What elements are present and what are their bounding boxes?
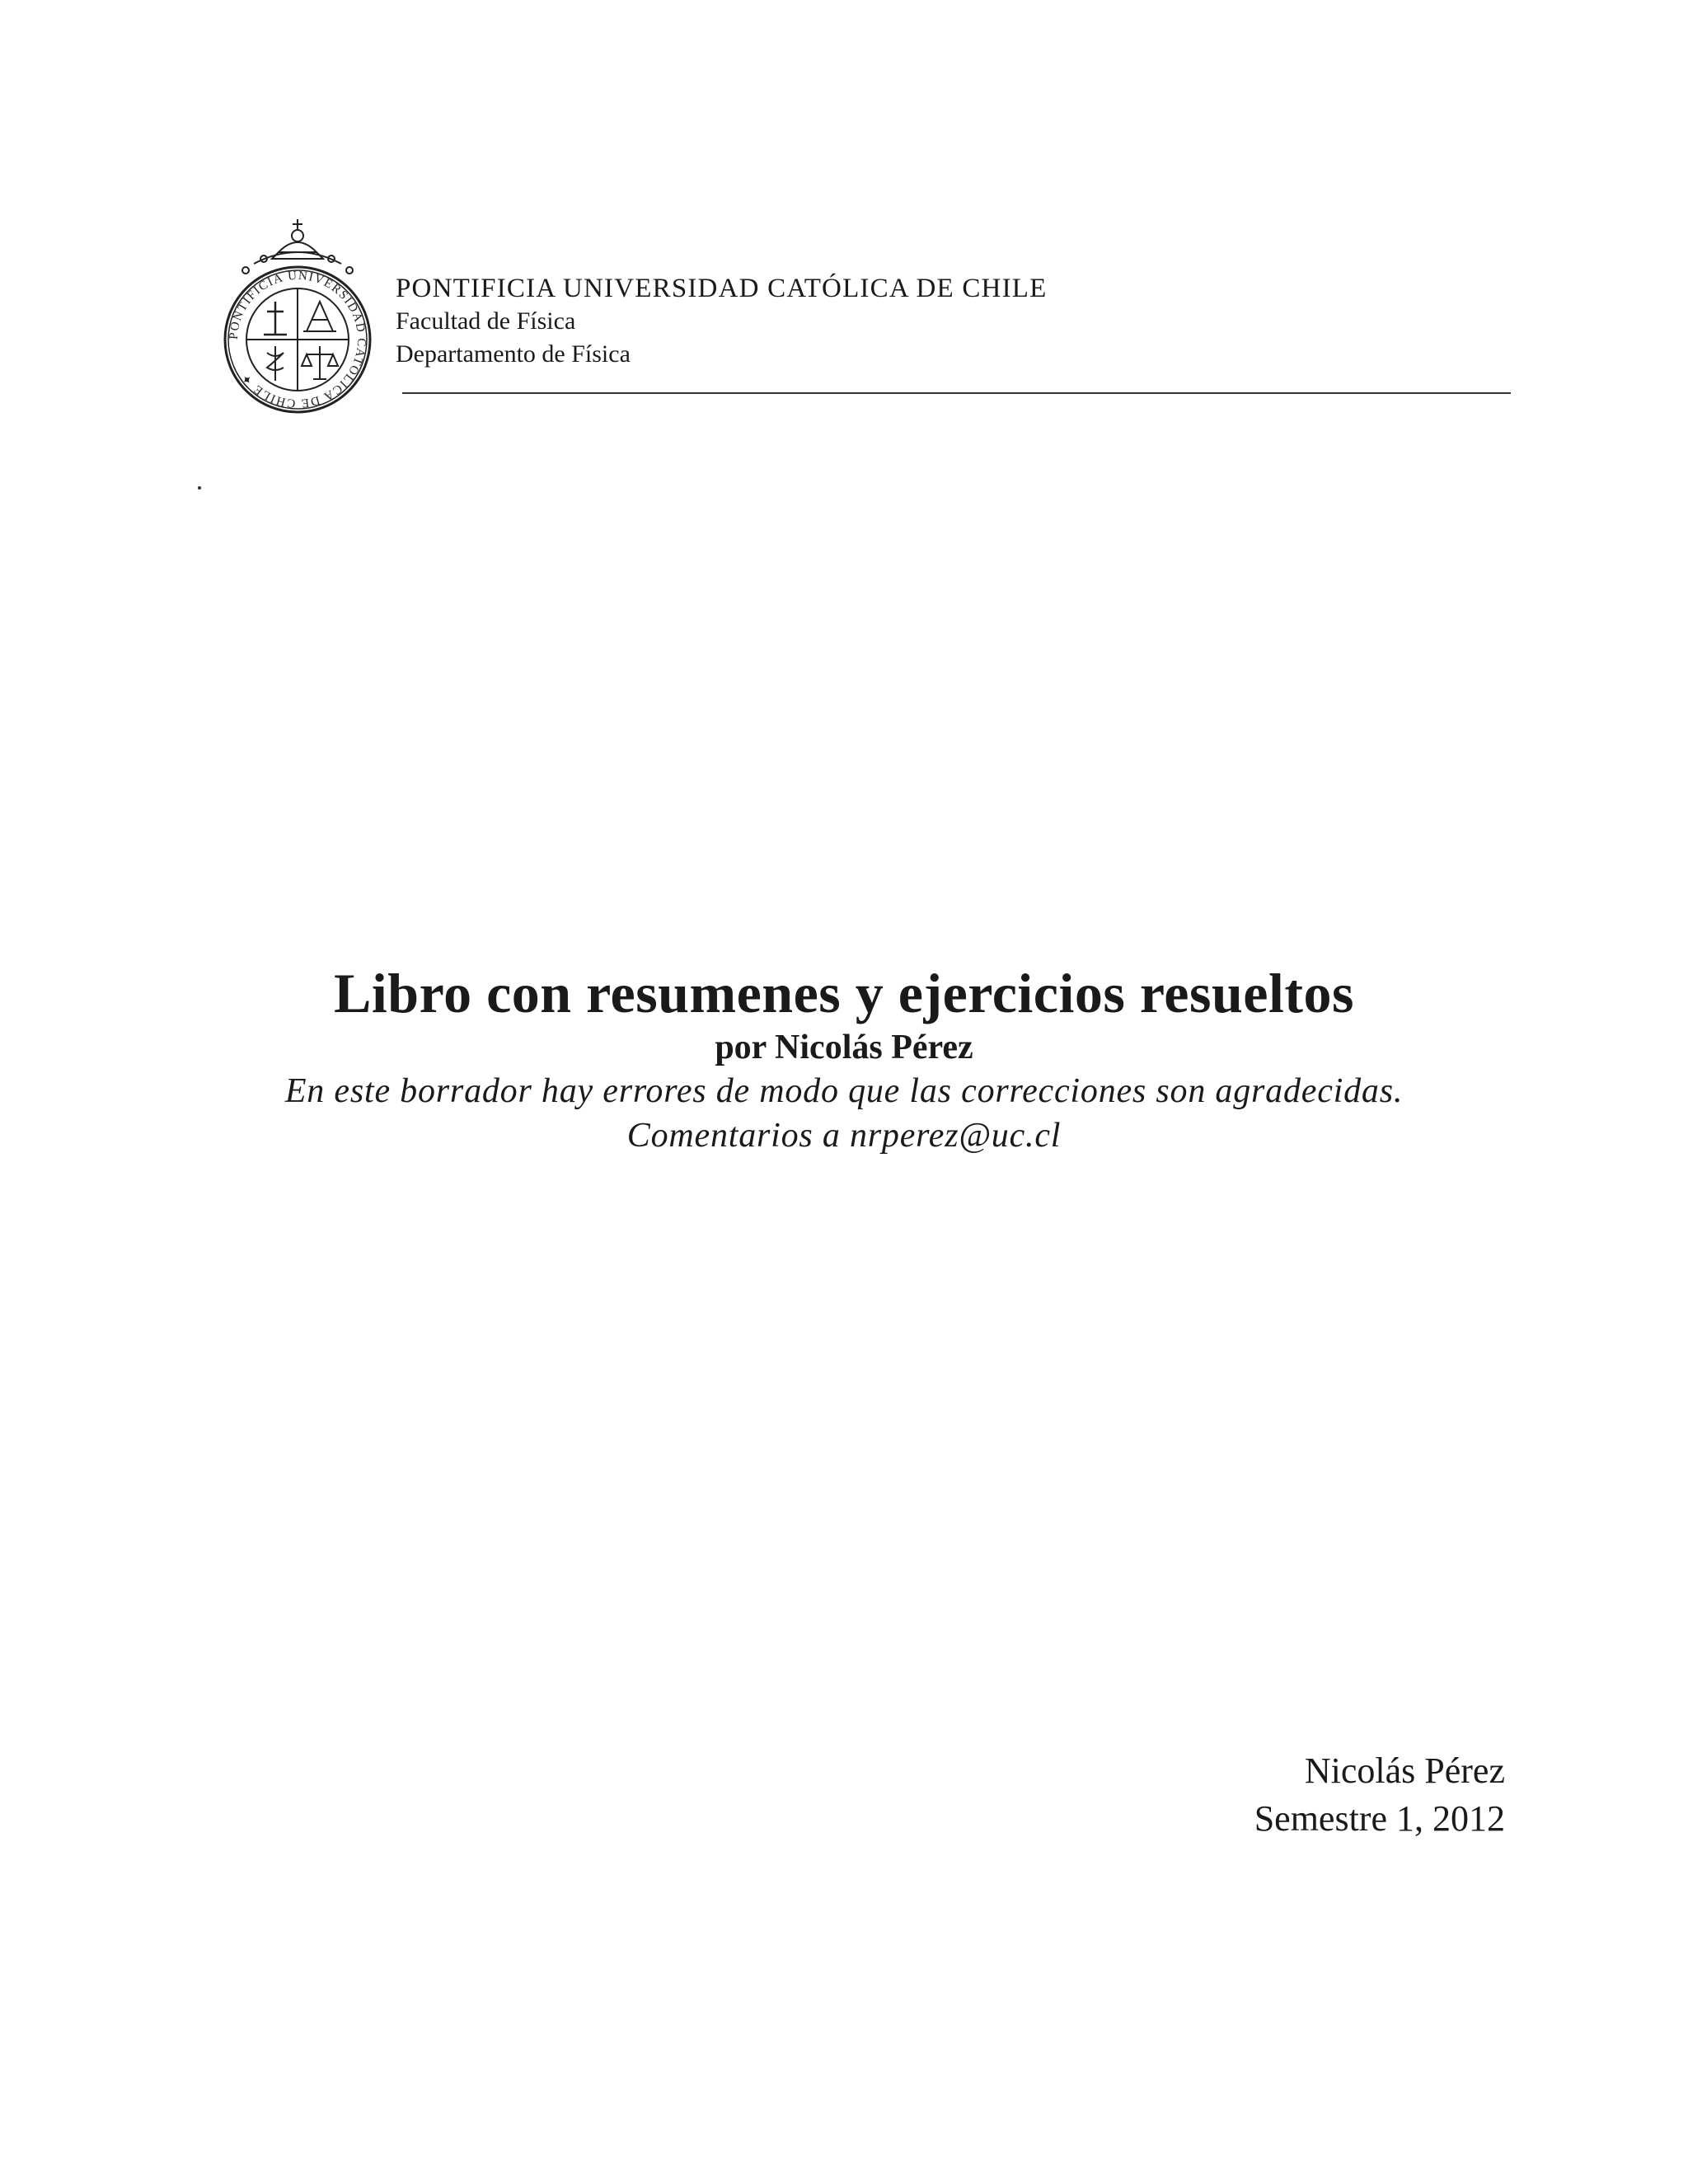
faculty-name: Facultad de Física (396, 307, 576, 335)
university-seal-icon (221, 216, 374, 419)
author-footer (1254, 1747, 1505, 1843)
institution-name: PONTIFICIA UNIVERSIDAD CATÓLICA DE CHILE (396, 274, 1048, 303)
draft-note: En este borrador hay errores de modo que las correcciones son agradecidas. (284, 1072, 1404, 1110)
institution-header (396, 272, 1047, 371)
department-name: Departamento de Física (396, 340, 631, 368)
title-block (0, 960, 1688, 1158)
svg-text:PONTIFICIA UNIVERSIDAD CATOLIC: PONTIFICIA UNIVERSIDAD CATOLICA DE CHILE ✦ (227, 269, 368, 410)
footer-semester: Semestre 1, 2012 (1254, 1798, 1505, 1839)
document-title: Libro con resumenes y ejercicios resueltos (334, 962, 1354, 1024)
byline: por Nicolás Pérez (715, 1029, 973, 1066)
contact-note: Comentarios a nrperez@uc.cl (626, 1117, 1062, 1155)
footer-author: Nicolás Pérez (1304, 1750, 1505, 1791)
header-divider (402, 392, 1511, 394)
stray-dot (198, 486, 201, 490)
